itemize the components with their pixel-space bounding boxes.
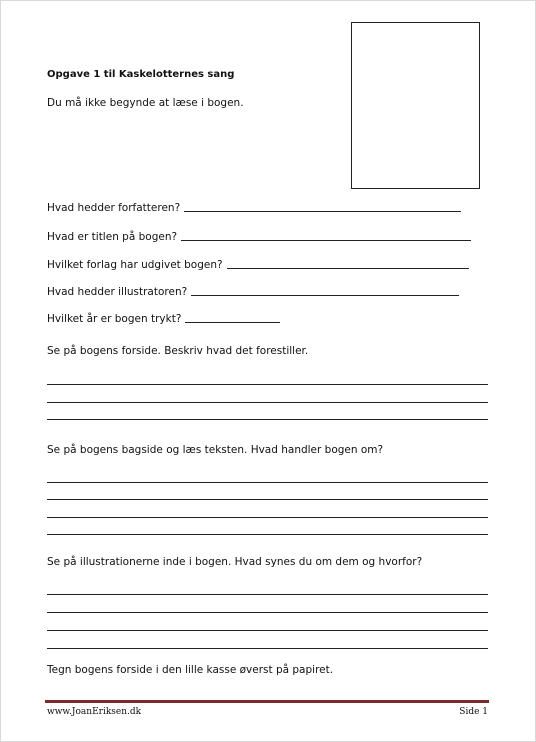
footer-divider: [45, 700, 489, 703]
footer-page-number: Side 1: [459, 707, 488, 717]
instruction-draw: Tegn bogens forside i den lille kasse øverst på papiret.: [47, 664, 334, 676]
intro-instruction: Du må ikke begynde at læse i bogen.: [47, 97, 244, 109]
prompt-cover: Se på bogens forside. Beskriv hvad det forestiller.: [47, 345, 309, 357]
question-label: Hvad er titlen på bogen?: [47, 231, 178, 243]
footer-website: www.JoanEriksen.dk: [47, 707, 142, 717]
question-label: Hvilket år er bogen trykt?: [47, 313, 182, 325]
answer-line[interactable]: [47, 384, 488, 385]
answer-line[interactable]: [47, 594, 488, 595]
answer-line[interactable]: [47, 499, 488, 500]
prompt-back: Se på bogens bagside og læs teksten. Hvad handler bogen om?: [47, 444, 384, 456]
question-label: Hvilket forlag har udgivet bogen?: [47, 259, 223, 271]
prompt-illustrations: Se på illustrationerne inde i bogen. Hvad synes du om dem og hvorfor?: [47, 556, 423, 568]
worksheet-title: Opgave 1 til Kaskelotternes sang: [47, 69, 235, 80]
question-year: [47, 313, 280, 325]
question-publisher: [47, 259, 469, 271]
answer-line[interactable]: [47, 648, 488, 649]
question-illustrator: [47, 286, 459, 298]
answer-line[interactable]: [47, 517, 488, 518]
question-label: Hvad hedder illustratoren?: [47, 286, 188, 298]
answer-line[interactable]: [47, 482, 488, 483]
answer-line[interactable]: [47, 630, 488, 631]
answer-blank[interactable]: [191, 294, 459, 296]
drawing-box[interactable]: [351, 22, 480, 189]
answer-blank[interactable]: [181, 239, 471, 241]
question-author: [47, 202, 461, 214]
answer-line[interactable]: [47, 419, 488, 420]
answer-line[interactable]: [47, 402, 488, 403]
question-label: Hvad hedder forfatteren?: [47, 202, 181, 214]
answer-line[interactable]: [47, 612, 488, 613]
question-title: [47, 231, 471, 243]
answer-line[interactable]: [47, 534, 488, 535]
answer-blank[interactable]: [184, 210, 461, 212]
answer-blank[interactable]: [185, 321, 280, 323]
answer-blank[interactable]: [227, 267, 469, 269]
